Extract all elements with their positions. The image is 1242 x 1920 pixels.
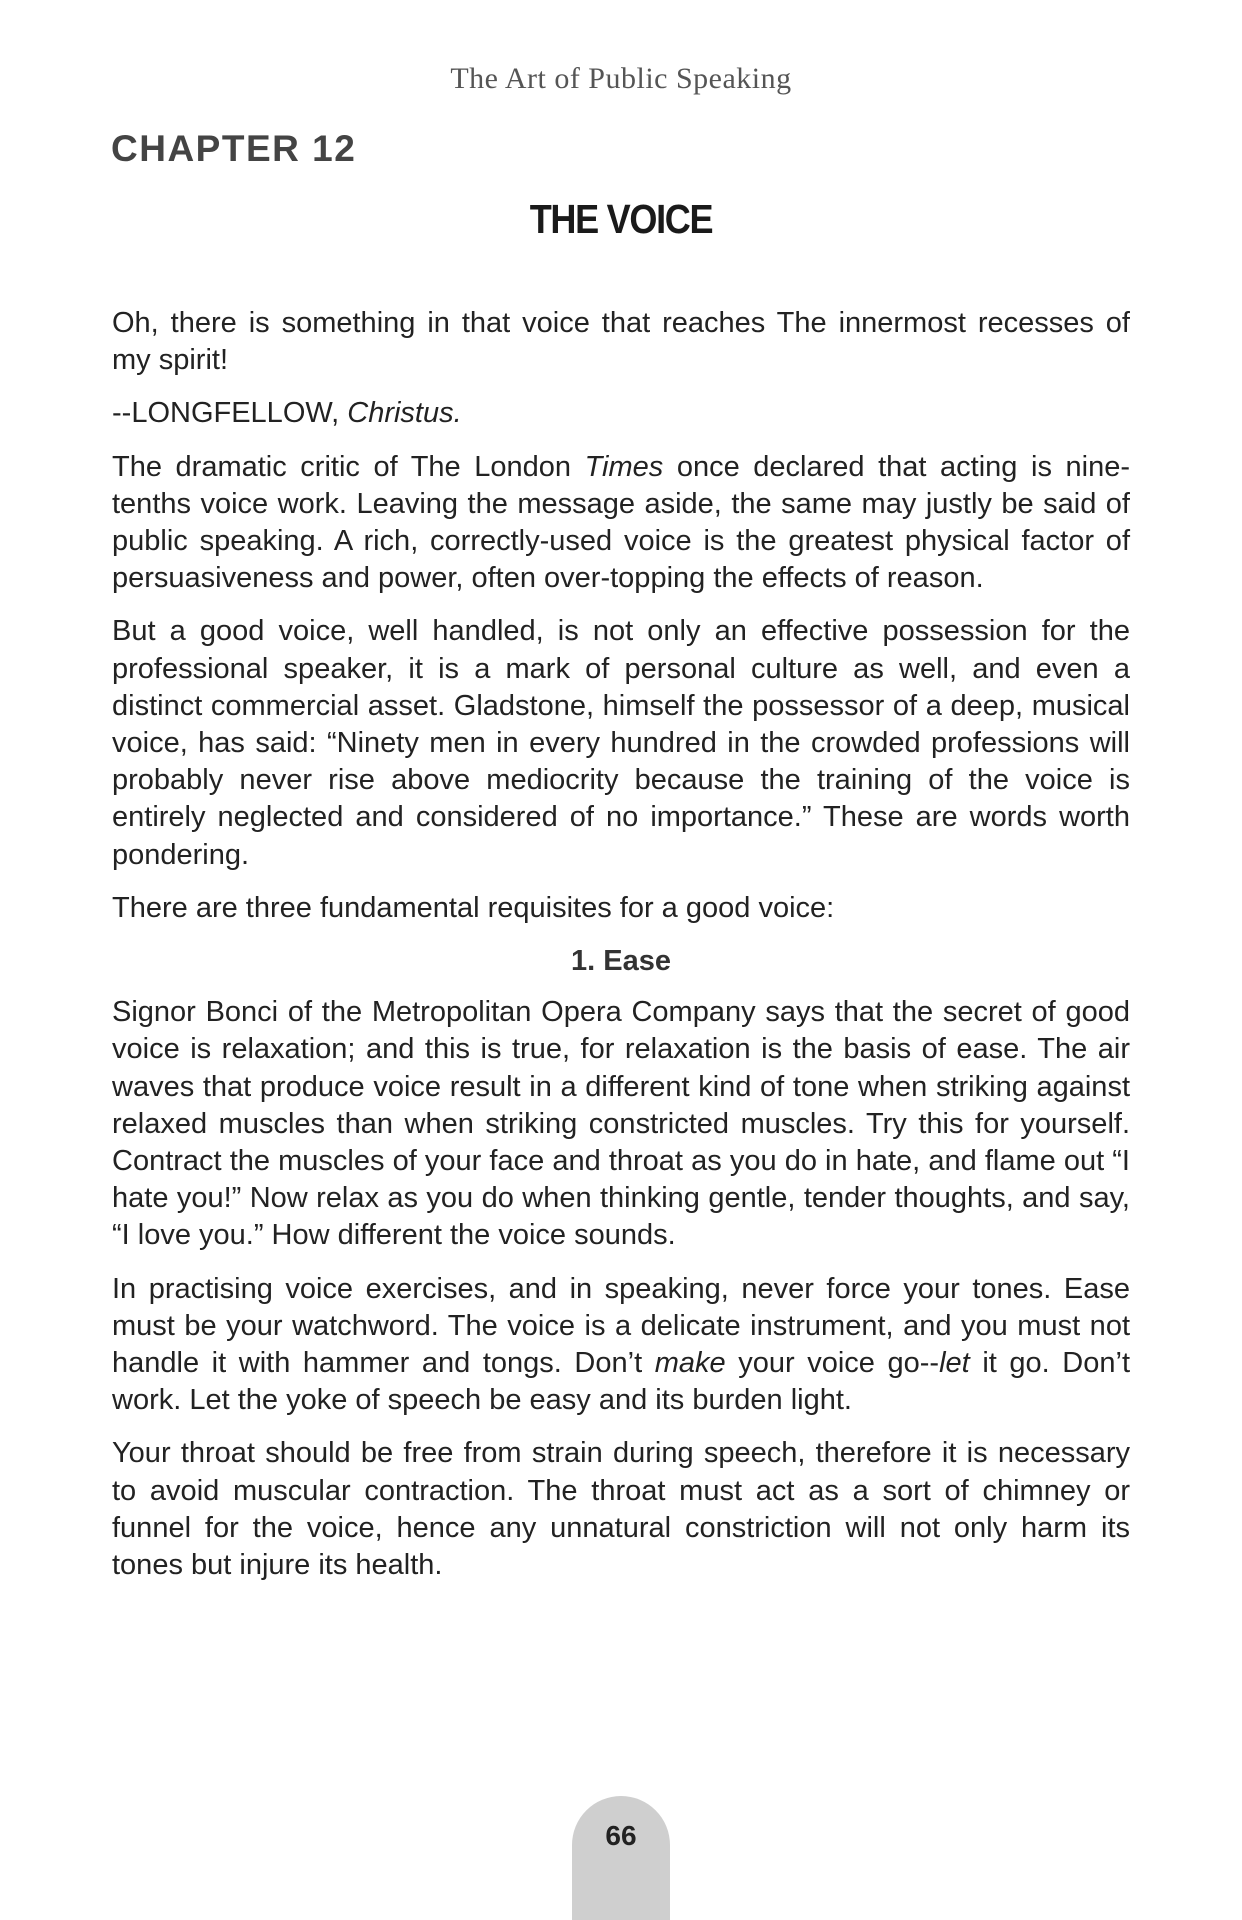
running-header: The Art of Public Speaking — [450, 62, 792, 95]
paragraph-3: There are three fundamental requisites for a good voice: — [112, 891, 835, 924]
paragraph-5-c: your voice go-- — [725, 1347, 940, 1380]
epigraph-text: Oh, there is something in that voice that reaches The innermost recesses of my spirit! — [112, 307, 1130, 377]
attribution-work: Christus. — [347, 397, 462, 430]
attribution-author: --LONGFELLOW, — [112, 397, 348, 430]
paragraph-1-end: once declared that acting is nine-tenths voice work. Leaving the message aside, the same may justly be said of public speaking. A rich, correctly-used voice is the greatest physical factor of persuasiveness and power, often over-topping the effects of reason. — [112, 450, 1130, 595]
body-text — [112, 305, 1130, 1600]
paragraph-1-start: The dramatic critic of The London — [112, 450, 585, 483]
page-number-tab — [572, 1796, 670, 1920]
chapter-label: CHAPTER 12 — [111, 128, 357, 169]
page-number: 66 — [605, 1820, 637, 1851]
paragraph-5-e: it go. Don’t work. Let the yoke of speech be easy and its burden light. — [112, 1347, 1131, 1417]
epigraph-attribution — [112, 395, 1130, 432]
paragraph-5-italic-make: make — [654, 1347, 726, 1380]
chapter-title: THE VOICE — [529, 196, 713, 242]
paragraph-5-a: In practising voice exercises, and in speaking, never force your tones. Ease must be your watchword. The voice is a delicate instrument, and you must not handle it with hammer and tongs. Don’t — [112, 1272, 1130, 1380]
paragraph-5-italic-let: let — [939, 1347, 970, 1380]
paragraph-4: Signor Bonci of the Metropolitan Opera Company says that the secret of good voice is relaxation; and this is true, for relaxation is the basis of ease. The air waves that produce voice result in a different kind of tone when striking against relaxed muscles than when striking constricted muscles. Try this for yourself. Contract the muscles of your face and throat as you do in hate, and flame out “I hate you!” Now relax as you do when thinking gentle, tender thoughts, and say, “I love you.” How different the voice sounds. — [112, 996, 1130, 1252]
paragraph-5 — [112, 1271, 1130, 1420]
section-heading: 1. Ease — [571, 945, 671, 978]
paragraph-1 — [112, 449, 1130, 598]
paragraph-6: Your throat should be free from strain during speech, therefore it is necessary to avoid muscular contraction. The throat must act as a sort of chimney or funnel for the voice, hence any unnatural constriction will not only harm its tones but injure its health. — [112, 1437, 1130, 1582]
paragraph-2: But a good voice, well handled, is not only an effective possession for the professional speaker, it is a mark of personal culture as well, and even a distinct commercial asset. Gladstone, himself the possessor of a deep, musical voice, has said: “Ninety men in every hundred in the crowded professions will probably never rise above mediocrity because the training of the voice is entirely neglected and considered of no importance.” These are words worth pondering. — [112, 615, 1130, 871]
paragraph-1-italic: Times — [584, 450, 664, 483]
